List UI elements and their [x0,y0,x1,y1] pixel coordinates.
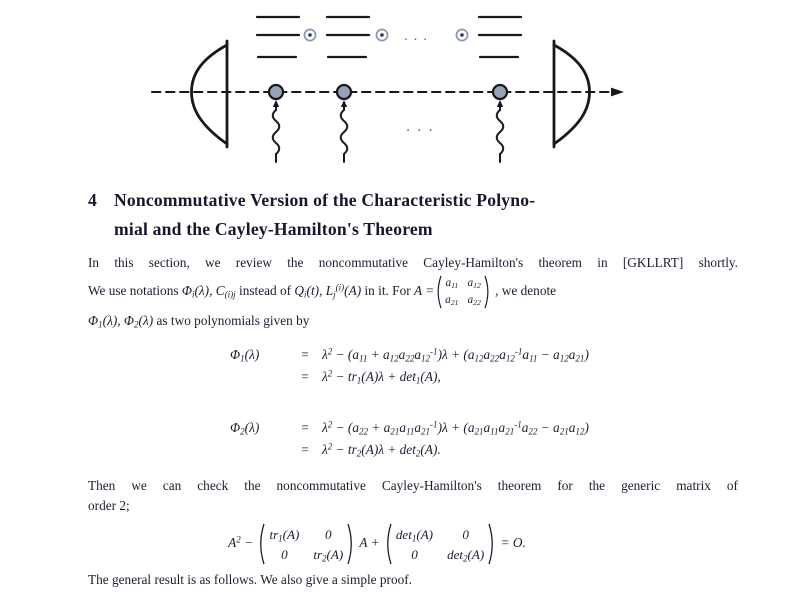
generic-matrix-A [434,274,492,310]
energy-levels-1 [257,17,299,57]
matrix-cell: $tr_2(A)$ [313,546,344,563]
right-mirror [554,41,590,147]
matrix-cell: $\det_2(A)$ [447,546,485,563]
paragraph-intro-line1: In this section, we review the noncommutative Cayley-Hamilton's theorem in [GKLLRT] shortly. [88,255,738,270]
equation-rhs: $\lambda^2 - tr_1(A)\lambda + \det_1(A)$, [322,368,441,386]
left-paren [383,522,392,566]
math-segment: $A^2$ − [228,534,257,551]
paragraph-closing: The general result is as follows. We also give a simple proof. [88,572,413,587]
cavity-diagram [0,0,800,180]
matrix-cell: $\det_1(A)$ [395,526,434,543]
matrix-cell: $a_{22}$ [467,293,481,307]
spring-1 [273,100,280,162]
energy-levels-2 [327,17,369,57]
cayley-hamilton-identity [88,522,738,566]
equation-phi1 [230,345,738,388]
text-segment: instead of [235,283,295,299]
text-segment: , we denote [491,283,557,299]
matrix-cell: 0 [325,526,332,542]
matrix-cell: $a_{11}$ [445,277,459,291]
math-segment: $Q_i(t)$, $L_j^{(i)}(A)$ [294,282,362,300]
paragraph-intro-line2 [88,274,738,310]
equals-sign: = [301,369,309,384]
matrix-cell: $tr_1(A)$ [269,526,300,543]
text-segment: We use notations [88,283,182,299]
section-title: Noncommutative Version of the Characteristic Polyno- mial and the Cayley-Hamilton's Theorem [114,190,536,239]
ellipsis-modes: . . . [404,29,429,43]
equation-phi2 [230,418,738,461]
equation-rhs: $\lambda^2 - tr_2(A)\lambda + \det_2(A)$. [322,440,441,459]
text-segment: in it. For [361,283,414,299]
left-paren [434,274,442,310]
paragraph-check-line1: Then we can check the noncommutative Cayley-Hamilton's theorem for the generic matrix of [88,478,738,493]
photon-mode-icon-2 [376,29,387,40]
axis-arrow-icon [611,88,624,97]
math-segment: A = [413,283,435,299]
math-segment: $\Phi_1(\lambda)$, $\Phi_2(\lambda)$ [88,313,154,330]
right-paren [484,274,492,310]
spring-2 [341,100,348,162]
math-segment: = O. [497,535,526,551]
math-segment: $\Phi_i(\lambda)$, $C_{(i)j}$ [181,283,236,300]
spring-3 [497,100,504,162]
section-number: 4 [88,190,97,210]
text-column [88,186,738,590]
equation-lhs: $\Phi_1(\lambda)$ [230,347,260,364]
right-paren [347,522,356,566]
trace-matrix [256,522,356,566]
equation-lhs: $\Phi_2(\lambda)$ [230,419,260,437]
matrix-cell: $a_{12}$ [467,277,481,291]
matrix-cell: 0 [411,546,418,562]
equation-rhs: $\lambda^2 - (a_{11} + a_{12}a_{22}a_{12}^{-1})\lambda + (a_{12}a_{22}a_{12}^{-1}a_{11} - a_{12}a_{21})$ [322,346,589,364]
text-segment: as two polynomials given by [153,313,310,328]
section-heading [88,186,738,243]
math-segment: A + [356,535,383,551]
matrix-cell: 0 [281,546,288,562]
atom-2 [337,85,351,99]
right-paren [488,522,497,566]
energy-levels-3 [479,17,521,57]
atom-3 [493,85,507,99]
equals-sign: = [301,347,309,362]
ellipsis-atoms: . . . [406,120,435,135]
equals-sign: = [301,441,309,457]
paragraph-check-line2: order 2; [88,498,130,513]
atom-1 [269,85,283,99]
matrix-cell: 0 [462,526,469,542]
matrix-cell: $a_{21}$ [445,293,459,307]
equals-sign: = [301,419,309,435]
left-mirror [192,41,228,147]
photon-mode-icon-1 [304,29,315,40]
paragraph-intro-line3 [88,311,738,331]
left-paren [256,522,265,566]
determinant-matrix [383,522,497,566]
equation-rhs: $\lambda^2 - (a_{22} + a_{21}a_{11}a_{21}^{-1})\lambda + (a_{21}a_{11}a_{21}^{-1}a_{22} - a_{21}a_{12})$ [322,418,589,437]
photon-mode-icon-3 [456,29,467,40]
